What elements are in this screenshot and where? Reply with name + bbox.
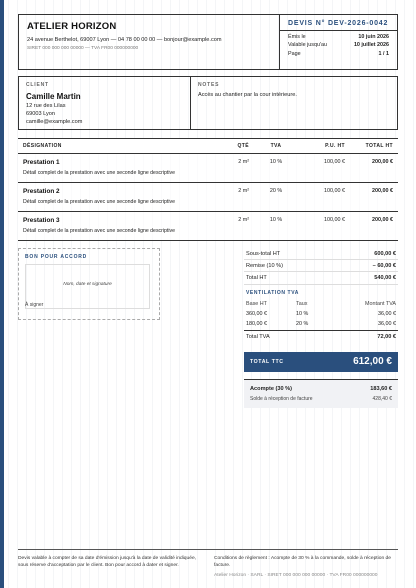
valid-row [288, 42, 389, 48]
subtotal-label: Sous-total HT [246, 250, 281, 257]
item-unit-price: 100,00 € [298, 154, 350, 183]
item-description: Détail complet de la prestation avec une seconde ligne descriptive [23, 228, 175, 234]
vat-base: 360,00 € [246, 310, 267, 317]
vat-amount: 36,00 € [378, 310, 396, 317]
company-block [19, 15, 279, 69]
balance-amount: 428,40 € [372, 395, 392, 402]
client-label: CLIENT [26, 82, 49, 88]
issued-label: Émis le [288, 34, 306, 40]
document-footer [18, 549, 398, 579]
page-row [288, 51, 389, 57]
subtotal-value: 600,00 € [374, 250, 396, 257]
item-cell [18, 154, 218, 183]
lower-section [18, 248, 398, 408]
item-name: Prestation 1 [23, 159, 60, 166]
notes-text: Accès au chantier par la cour intérieure. [198, 92, 297, 98]
item-total: 200,00 € [350, 183, 398, 212]
page-label: Page [288, 50, 301, 57]
approval-box [18, 248, 160, 320]
total-ht-value: 540,00 € [374, 274, 396, 281]
footer-terms [206, 555, 398, 579]
items-header-row [18, 139, 398, 154]
item-vat: 10 % [254, 154, 298, 183]
item-vat: 10 % [254, 212, 298, 241]
footer-validity-text: Devis valable à compter de sa date d'émission jusqu'à la date de validité indiquée, sous réserve d'acceptation par le client. Bon pour accord à dater et signer. [18, 556, 197, 569]
discount-label: Remise (10 %) [246, 262, 283, 269]
grand-total-value: 612,00 € [353, 356, 392, 368]
vat-row [244, 309, 398, 319]
quote-document [18, 14, 398, 408]
item-description: Détail complet de la prestation avec une seconde ligne descriptive [23, 170, 175, 176]
company-name: ATELIER HORIZON [27, 21, 117, 32]
item-cell [18, 183, 218, 212]
item-total: 200,00 € [350, 212, 398, 241]
client-block [19, 77, 191, 129]
item-qty: 2 m² [218, 154, 254, 183]
col-total: TOTAL HT [350, 139, 398, 154]
quote-meta-box [279, 15, 397, 69]
col-vat: TVA [254, 139, 298, 154]
table-row [18, 154, 398, 183]
item-name: Prestation 2 [23, 188, 60, 195]
vat-amount: 36,00 € [378, 320, 396, 327]
vat-col-base: Base HT [246, 300, 267, 307]
table-row [18, 212, 398, 241]
notes-block [191, 77, 397, 129]
deposit-label: Acompte (30 %) [250, 385, 292, 392]
signer-note: À signer [25, 302, 44, 308]
notes-label: NOTES [198, 82, 220, 88]
issued-date: 10 juin 2026 [358, 34, 389, 40]
client-name: Camille Martin [26, 92, 81, 101]
vat-rate: 20 % [296, 320, 309, 327]
item-cell [18, 212, 218, 241]
vat-rate: 10 % [296, 310, 309, 317]
client-street: 12 rue des Lilas [26, 103, 66, 109]
item-vat: 20 % [254, 183, 298, 212]
vat-row [244, 319, 398, 329]
vat-total-label: Total TVA [246, 333, 270, 340]
total-ht-label: Total HT [246, 274, 267, 281]
deposit-amount: 183,60 € [370, 385, 392, 392]
discount-value: – 60,00 € [372, 262, 396, 269]
client-city: 69003 Lyon [26, 111, 56, 117]
item-unit-price: 100,00 € [298, 183, 350, 212]
vat-breakdown-title: VENTILATION TVA [246, 289, 299, 296]
footer-legal: Atelier Horizon · SARL · SIRET 000 000 000 00000 · TVA FR00 000000000 [214, 573, 378, 579]
vat-total-value: 72,00 € [377, 333, 396, 340]
deposit-box [244, 379, 398, 408]
approval-label: BON POUR ACCORD [25, 254, 88, 260]
col-qty: QTÉ [218, 139, 254, 154]
vat-col-amount: Montant TVA [365, 300, 396, 307]
issued-row [288, 34, 389, 40]
balance-label: Solde à réception de facture [250, 395, 313, 402]
item-name: Prestation 3 [23, 217, 60, 224]
balance-row [250, 394, 392, 404]
item-qty: 2 m² [218, 212, 254, 241]
subtotal-row [244, 248, 398, 260]
quote-title: DEVIS N° DEV-2026-0042 [280, 20, 397, 31]
vat-total-row [244, 330, 398, 343]
vat-col-rate: Taux [296, 300, 308, 307]
footer-payment-terms: Conditions de règlement : Acompte de 30 % à la commande, solde à réception de facture. [214, 556, 391, 569]
discount-row [244, 260, 398, 272]
vat-header-row [244, 299, 398, 309]
item-qty: 2 m² [218, 183, 254, 212]
document-header [18, 14, 398, 70]
vat-base: 180,00 € [246, 320, 267, 327]
signature-caption: Nom, date et signature [63, 282, 112, 287]
valid-label: Valable jusqu'au [288, 42, 327, 49]
parties-section [18, 76, 398, 130]
item-description: Détail complet de la prestation avec une seconde ligne descriptive [23, 199, 175, 205]
item-total: 200,00 € [350, 154, 398, 183]
signature-area[interactable] [25, 264, 150, 309]
col-unit-price: P.U. HT [298, 139, 350, 154]
table-row [18, 183, 398, 212]
client-email: camille@example.com [26, 119, 83, 125]
totals-block [244, 248, 398, 408]
company-contact: 24 avenue Berthelot, 69007 Lyon — 04 78 00 00 00 — bonjour@example.com [27, 37, 222, 43]
deposit-row [250, 384, 392, 394]
grand-total-label: TOTAL TTC [250, 358, 284, 365]
company-legal: SIRET 000 000 000 00000 — TVA FR00 000000000 [27, 46, 139, 51]
col-designation: DÉSIGNATION [18, 139, 218, 154]
valid-date: 10 juillet 2026 [353, 42, 389, 49]
grand-total-bar [244, 352, 398, 372]
item-unit-price: 100,00 € [298, 212, 350, 241]
page-number: 1 / 1 [378, 50, 389, 57]
items-table [18, 138, 398, 241]
total-ht-row [244, 272, 398, 284]
accent-bar [0, 0, 4, 588]
